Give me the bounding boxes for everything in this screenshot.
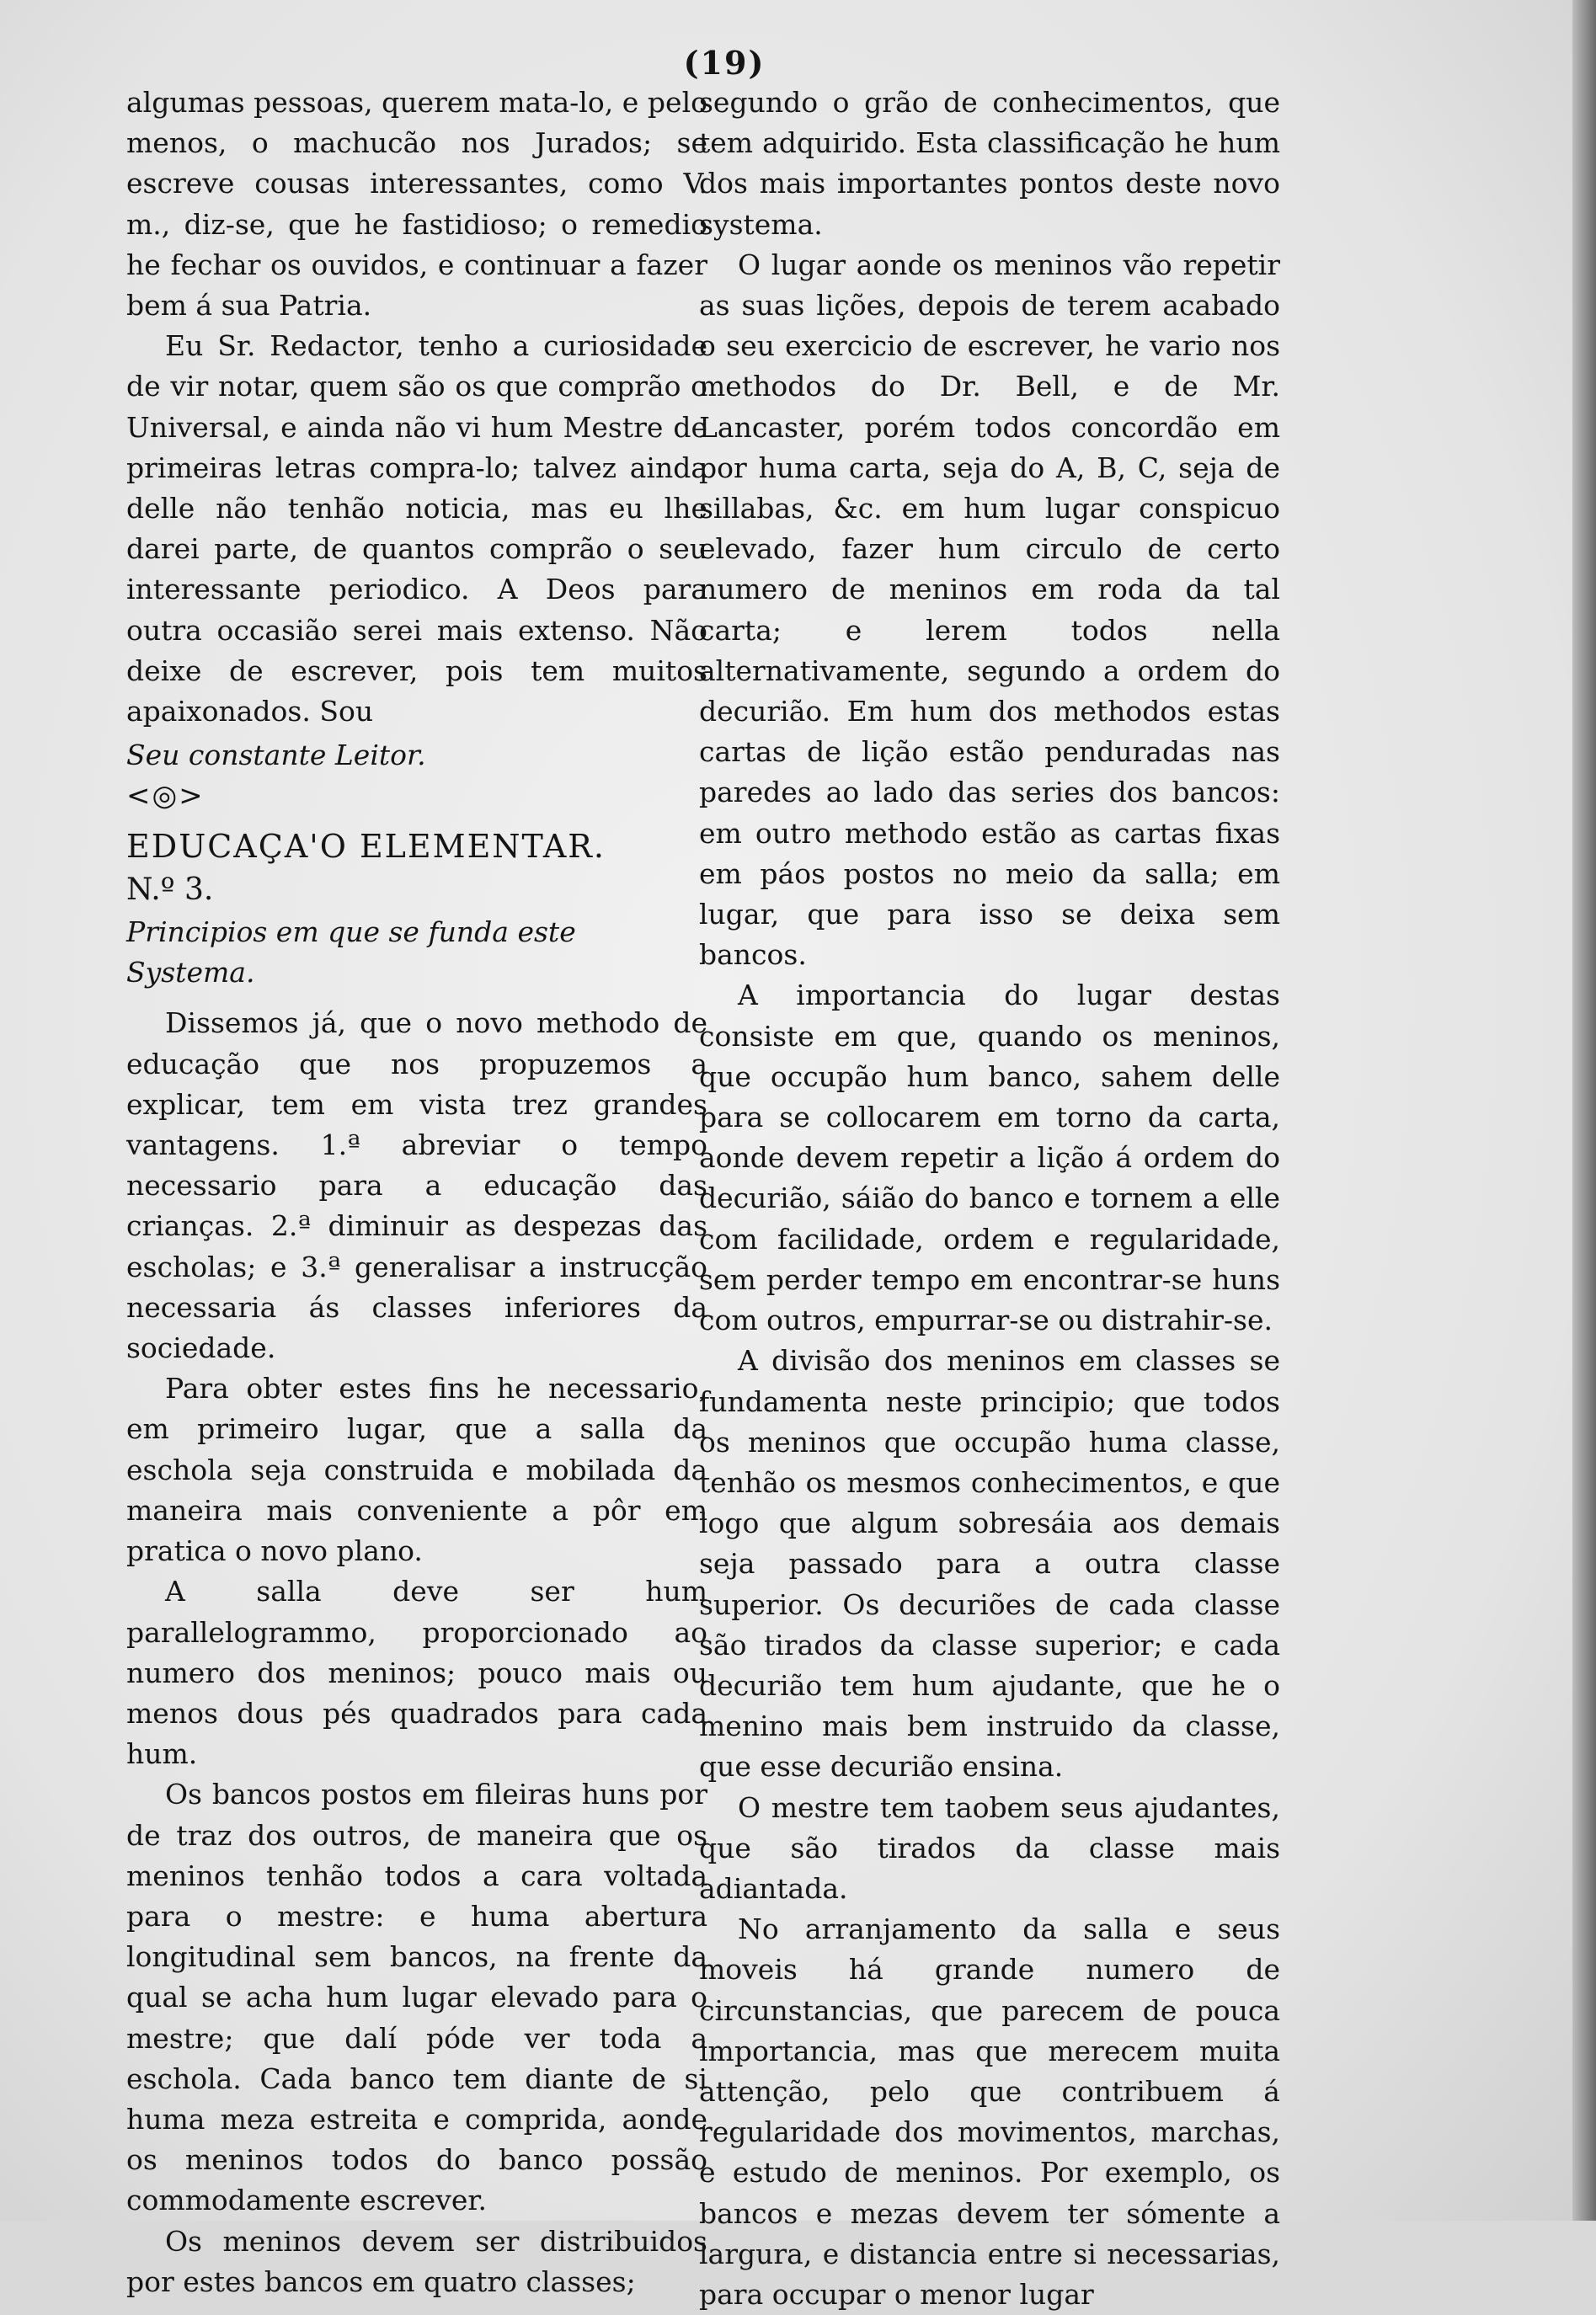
section-subtitle-line: Systema. bbox=[126, 956, 255, 989]
article-paragraph: A salla deve ser hum parallelogrammo, proporcionado ao numero dos meninos; pouco mais ou menos dous pés quadrados para cada hum. bbox=[126, 1575, 707, 1771]
article-paragraph: Os meninos devem ser distribuidos por estes bancos em quatro classes; bbox=[126, 2224, 707, 2298]
section-subtitle-line: Principios em que se funda este bbox=[126, 915, 576, 949]
article-paragraph: No arranjamento da salla e seus moveis há grande numero de circunstancias, que parecem de pouca importancia, mas que merecem muita attenção, pelo que contribuem á regularidade dos movimentos, marchas, e estudo de meninos. Por exemplo, os bancos e mezas devem ter sómente a largura, e distancia entre si necessarias, para occupar o menor lugar bbox=[699, 1912, 1280, 2311]
section-number: N.º 3. bbox=[126, 872, 214, 908]
right-column bbox=[699, 83, 1280, 2315]
letter-body-paragraph: Eu Sr. Redactor, tenho a curiosidade de vir notar, quem são os que comprão o Universal, e ainda não vi hum Mestre de primeiras letras compra-lo; talvez ainda delle não tenhão noticia, mas eu lhe darei parte, de quantos comprão o seu interessante periodico. A Deos para outra occasião serei mais extenso. Não deixe de escrever, pois tem muitos apaixonados. Sou bbox=[126, 329, 707, 728]
page-edge-shadow bbox=[1572, 0, 1596, 2221]
article-paragraph: segundo o grão de conhecimentos, que tem adquirido. Esta classificação he hum dos mais importantes pontos deste novo systema. bbox=[699, 86, 1280, 241]
article-paragraph: Para obter estes fins he necessario, em primeiro lugar, que a salla da eschola seja construida e mobilada da maneira mais conveniente a pôr em pratica o novo plano. bbox=[126, 1372, 707, 1568]
article-paragraph: A divisão dos meninos em classes se fundamenta neste principio; que todos os meninos que occupão huma classe, tenhão os mesmos conhecimentos, e que logo que algum sobresáia aos demais seja passado para a outra classe superior. Os decuriões de cada classe são tirados da classe superior; e cada decurião tem hum ajudante, que he o menino mais bem instruido da classe, que esse decurião ensina. bbox=[699, 1344, 1280, 1784]
article-paragraph: O mestre tem taobem seus ajudantes, que são tirados da classe mais adiantada. bbox=[699, 1790, 1280, 1905]
article-paragraph: O lugar aonde os meninos vão repetir as suas lições, depois de terem acabado o seu exercicio de escrever, he vario nos methodos do Dr. Bell, e de Mr. Lancaster, porém todos concordão em por huma carta, seja do A, B, C, seja de sillabas, &c. em hum lugar conspicuo elevado, fazer hum circulo de certo numero de meninos em roda da tal carta; e lerem todos nella alternativamente, segundo a ordem do decurião. Em hum dos methodos estas cartas de lição estão penduradas nas paredes ao lado das series dos bancos: em outro methodo estão as cartas fixas em páos postos no meio da salla; em lugar, que para isso se deixa sem bancos. bbox=[699, 248, 1280, 972]
section-title: EDUCAÇA'O ELEMENTAR. bbox=[126, 828, 606, 866]
section-subtitle bbox=[126, 912, 707, 993]
letter-signature: Seu constante Leitor. bbox=[126, 739, 426, 772]
article-paragraph: Dissemos já, que o novo methodo de educação que nos propuzemos a explicar, tem em vista trez grandes vantagens. 1.ª abreviar o tempo necessario para a educação das crianças. 2.ª diminuir as despezas das escholas; e 3.ª generalisar a instrucção necessaria ás classes inferiores da sociedade. bbox=[126, 1006, 707, 1365]
left-column bbox=[126, 83, 707, 2302]
article-paragraph: Os bancos postos em fileiras huns por de traz dos outros, de maneira que os meninos tenhão todos a cara voltada para o mestre: e huma abertura longitudinal sem bancos, na frente da qual se acha hum lugar elevado para o mestre; que dalí póde ver toda a eschola. Cada banco tem diante de si huma meza estreita e comprida, aonde os meninos todos do banco possão commodamente escrever. bbox=[126, 1778, 707, 2217]
page-number: (19) bbox=[683, 44, 766, 82]
article-paragraph: A importancia do lugar destas consiste em que, quando os meninos, que occupão hum banco, sahem delle para se collocarem em torno da carta, aonde devem repetir a lição á ordem do decurião, sáião do banco e tornem a elle com facilidade, ordem e regularidade, sem perder tempo em encontrar-se huns com outros, empurrar-se ou distrahir-se. bbox=[699, 979, 1280, 1337]
letter-continuation-paragraph: algumas pessoas, querem mata-lo, e pelo menos, o machucão nos Jurados; se escreve cousas interessantes, como V. m., diz-se, que he fastidioso; o remedio he fechar os ouvidos, e continuar a fazer bem á sua Patria. bbox=[126, 86, 707, 323]
ornament-divider: <◎> bbox=[126, 779, 205, 813]
